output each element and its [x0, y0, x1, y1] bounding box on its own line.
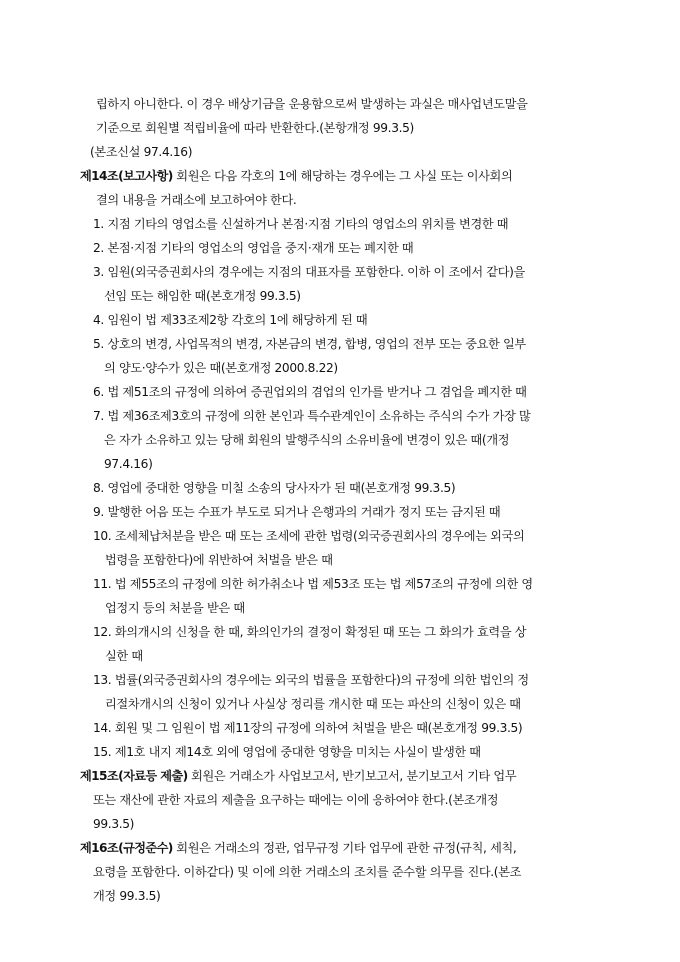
article-text: 회원은 거래소의 정관, 업무규정 기타 업무에 관한 규정(규칙, 세칙, [172, 841, 517, 855]
article-heading: 제14조(보고사항) [80, 169, 173, 183]
list-item-cont: 실한 때 [105, 649, 143, 663]
list-item-cont: 업정지 등의 처분을 받은 때 [105, 601, 245, 615]
list-item: 9. 발행한 어음 또는 수표가 부도로 되거나 은행과의 거래가 정지 또는 금지된 때 [93, 505, 501, 519]
paragraph-line: (본조신설 97.4.16) [90, 145, 193, 159]
article-text: 또는 재산에 관한 자료의 제출을 요구하는 때에는 이에 응하여야 한다.(본조개정 [93, 793, 499, 807]
list-item-cont: 은 자가 소유하고 있는 당해 회원의 발행주식의 소유비율에 변경이 있은 때(개정 [104, 433, 510, 447]
list-item: 5. 상호의 변경, 사업목적의 변경, 자본금의 변경, 합병, 영업의 전부 또는 중요한 일부 [93, 337, 526, 351]
list-item: 3. 임원(외국증권회사의 경우에는 지점의 대표자를 포함한다. 이하 이 조에서 같다)을 [93, 265, 525, 279]
list-item: 15. 제1호 내지 제14호 외에 영업에 중대한 영향을 미치는 사실이 발생한 때 [93, 745, 481, 759]
list-item-cont: 97.4.16) [104, 457, 153, 471]
article-text: 회원은 다음 각호의 1에 해당하는 경우에는 그 사실 또는 이사회의 [172, 169, 513, 183]
list-item-cont: 리절차개시의 신청이 있거나 사실상 정리를 개시한 때 또는 파산의 신청이 있은 때 [105, 697, 521, 711]
article-text: 99.3.5) [93, 817, 135, 831]
article-text: 개정 99.3.5) [93, 889, 161, 903]
list-item: 14. 회원 및 그 임원이 법 제11장의 규정에 의하여 처벌을 받은 때(본호개정 99.3.5) [93, 721, 523, 735]
article-text: 회원은 거래소가 사업보고서, 반기보고서, 분기보고서 기타 업무 [187, 769, 517, 783]
list-item: 13. 법률(외국증권회사의 경우에는 외국의 법률을 포함한다)의 규정에 의한 법인의 정 [93, 673, 529, 687]
list-item: 11. 법 제55조의 규정에 의한 허가취소나 법 제53조 또는 법 제57조의 규정에 의한 영 [93, 577, 533, 591]
article-heading: 제16조(규정준수) [80, 841, 173, 855]
paragraph-line: 기준으로 회원별 적립비율에 따라 반환한다.(본항개정 99.3.5) [96, 121, 414, 135]
article-15 [80, 768, 516, 784]
list-item: 7. 법 제36조제3호의 규정에 의한 본인과 특수관계인이 소유하는 주식의 수가 가장 많 [93, 409, 531, 423]
list-item: 12. 화의개시의 신청을 한 때, 화의인가의 결정이 확정된 때 또는 그 화의가 효력을 상 [93, 625, 527, 639]
article-16 [80, 840, 516, 856]
paragraph-line: 립하지 아니한다. 이 경우 배상기금을 운용함으로써 발생하는 과실은 매사업년도말을 [96, 97, 528, 111]
list-item: 1. 지점 기타의 영업소를 신설하거나 본점·지점 기타의 영업소의 위치를 변경한 때 [93, 217, 509, 231]
list-item: 10. 조세체납처분을 받은 때 또는 조세에 관한 법령(외국증권회사의 경우에는 외국의 [93, 529, 525, 543]
article-14 [80, 168, 512, 184]
article-text: 요령을 포함한다. 이하같다) 및 이에 의한 거래소의 조치를 준수할 의무를 진다.(본조 [93, 865, 522, 879]
list-item: 2. 본점·지점 기타의 영업소의 영업을 중지·재개 또는 폐지한 때 [93, 241, 414, 255]
list-item: 6. 법 제51조의 규정에 의하여 증권업외의 겸업의 인가를 받거나 그 겸업을 폐지한 때 [93, 385, 527, 399]
article-heading: 제15조(자료등 제출) [80, 769, 188, 783]
article-text: 결의 내용을 거래소에 보고하여야 한다. [96, 193, 297, 207]
list-item: 4. 임원이 법 제33조제2항 각호의 1에 해당하게 된 때 [93, 313, 368, 327]
list-item: 8. 영업에 중대한 영향을 미칠 소송의 당사자가 된 때(본호개정 99.3.5) [93, 481, 456, 495]
list-item-cont: 선임 또는 해임한 때(본호개정 99.3.5) [104, 289, 301, 303]
list-item-cont: 의 양도·양수가 있은 때(본호개정 2000.8.22) [104, 361, 338, 375]
list-item-cont: 법령을 포함한다)에 위반하여 처벌을 받은 때 [105, 553, 333, 567]
